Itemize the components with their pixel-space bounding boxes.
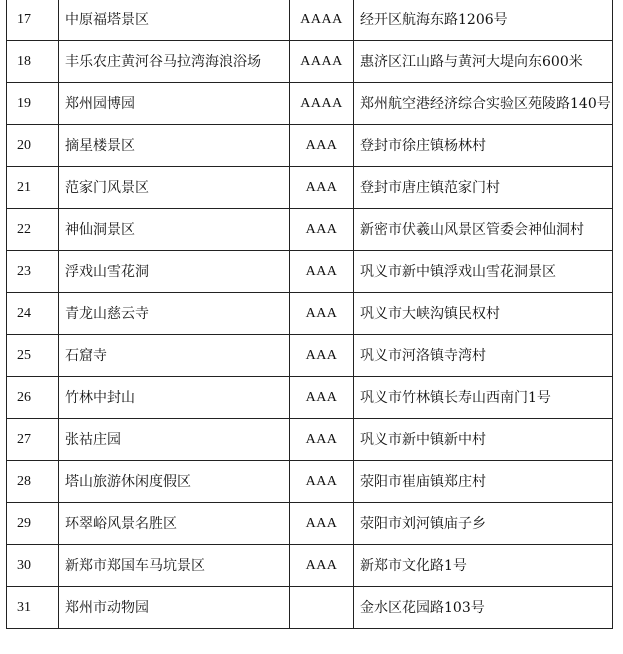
cell-number: 24: [7, 293, 59, 335]
cell-spot-name: 浮戏山雪花洞: [59, 251, 290, 293]
cell-address: 金水区花园路103号: [354, 587, 613, 629]
cell-rating-level: AAA: [290, 167, 354, 209]
cell-address: 荥阳市崔庙镇郑庄村: [354, 461, 613, 503]
cell-rating-level: AAA: [290, 251, 354, 293]
cell-address: 新密市伏羲山风景区管委会神仙洞村: [354, 209, 613, 251]
cell-address: 巩义市竹林镇长寿山西南门1号: [354, 377, 613, 419]
cell-spot-name: 青龙山慈云寺: [59, 293, 290, 335]
cell-rating-level: AAA: [290, 503, 354, 545]
cell-rating-level: [290, 587, 354, 629]
cell-address: 荥阳市刘河镇庙子乡: [354, 503, 613, 545]
cell-number: 28: [7, 461, 59, 503]
cell-number: 31: [7, 587, 59, 629]
cell-rating-level: AAA: [290, 377, 354, 419]
cell-spot-name: 新郑市郑国车马坑景区: [59, 545, 290, 587]
cell-address: 巩义市大峡沟镇民权村: [354, 293, 613, 335]
cell-address: 登封市唐庄镇范家门村: [354, 167, 613, 209]
table-row: [7, 419, 613, 461]
table-row: [7, 335, 613, 377]
table-row: [7, 545, 613, 587]
cell-address: 经开区航海东路1206号: [354, 0, 613, 41]
cell-address: 惠济区江山路与黄河大堤向东600米: [354, 41, 613, 83]
table-row: [7, 251, 613, 293]
table-row: [7, 377, 613, 419]
cell-number: 22: [7, 209, 59, 251]
cell-number: 20: [7, 125, 59, 167]
cell-number: 30: [7, 545, 59, 587]
cell-address: 登封市徐庄镇杨林村: [354, 125, 613, 167]
cell-number: 26: [7, 377, 59, 419]
cell-rating-level: AAA: [290, 125, 354, 167]
cell-rating-level: AAA: [290, 209, 354, 251]
cell-rating-level: AAA: [290, 419, 354, 461]
cell-address: 新郑市文化路1号: [354, 545, 613, 587]
cell-rating-level: AAAA: [290, 41, 354, 83]
table-row: [7, 587, 613, 629]
cell-spot-name: 郑州园博园: [59, 83, 290, 125]
cell-address: 郑州航空港经济综合实验区苑陵路140号: [354, 83, 613, 125]
cell-number: 21: [7, 167, 59, 209]
cell-number: 29: [7, 503, 59, 545]
cell-rating-level: AAA: [290, 293, 354, 335]
scenic-spot-table: [6, 0, 613, 629]
table-row: [7, 83, 613, 125]
cell-number: 25: [7, 335, 59, 377]
cell-number: 19: [7, 83, 59, 125]
table-body: [7, 0, 613, 629]
table-row: [7, 293, 613, 335]
table-row: [7, 461, 613, 503]
cell-spot-name: 丰乐农庄黄河谷马拉湾海浪浴场: [59, 41, 290, 83]
cell-rating-level: AAAA: [290, 83, 354, 125]
cell-rating-level: AAA: [290, 335, 354, 377]
table-row: [7, 125, 613, 167]
cell-address: 巩义市新中镇新中村: [354, 419, 613, 461]
cell-rating-level: AAA: [290, 461, 354, 503]
cell-spot-name: 范家门风景区: [59, 167, 290, 209]
cell-number: 23: [7, 251, 59, 293]
table-row: [7, 41, 613, 83]
cell-spot-name: 环翠峪风景名胜区: [59, 503, 290, 545]
cell-address: 巩义市新中镇浮戏山雪花洞景区: [354, 251, 613, 293]
cell-spot-name: 郑州市动物园: [59, 587, 290, 629]
cell-rating-level: AAA: [290, 545, 354, 587]
cell-spot-name: 塔山旅游休闲度假区: [59, 461, 290, 503]
cell-number: 17: [7, 0, 59, 41]
cell-rating-level: AAAA: [290, 0, 354, 41]
cell-spot-name: 竹林中封山: [59, 377, 290, 419]
cell-address: 巩义市河洛镇寺湾村: [354, 335, 613, 377]
table-row: [7, 0, 613, 41]
table-row: [7, 209, 613, 251]
table-row: [7, 503, 613, 545]
cell-spot-name: 神仙洞景区: [59, 209, 290, 251]
cell-number: 18: [7, 41, 59, 83]
cell-spot-name: 中原福塔景区: [59, 0, 290, 41]
cell-spot-name: 石窟寺: [59, 335, 290, 377]
cell-spot-name: 摘星楼景区: [59, 125, 290, 167]
cell-spot-name: 张祜庄园: [59, 419, 290, 461]
table-row: [7, 167, 613, 209]
cell-number: 27: [7, 419, 59, 461]
